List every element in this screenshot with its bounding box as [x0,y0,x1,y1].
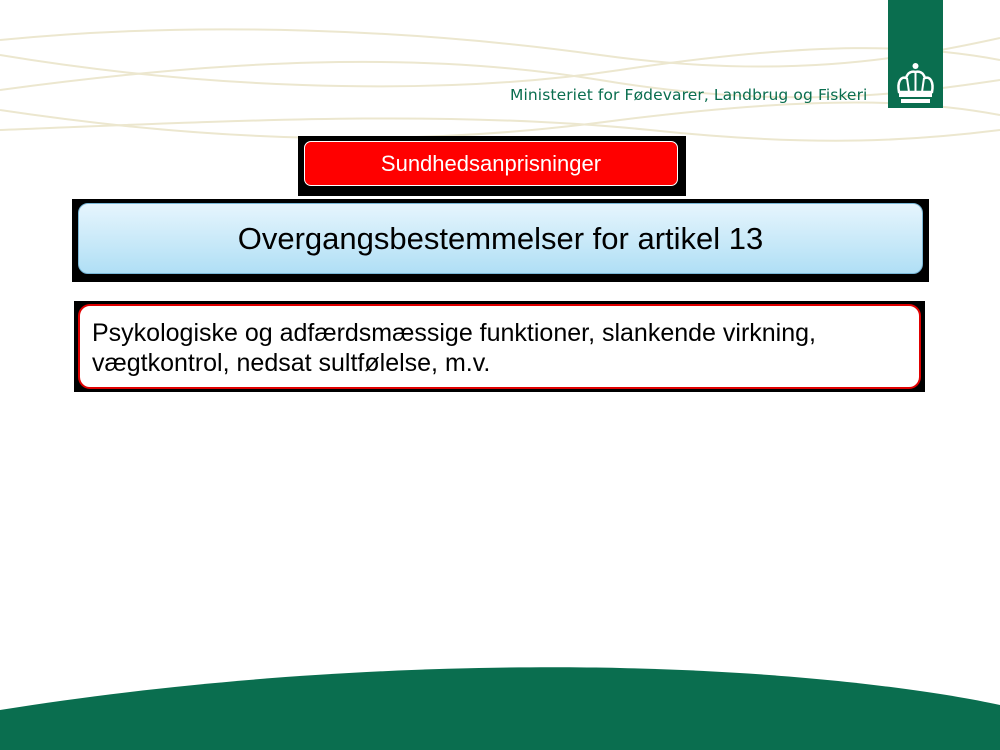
content-text: Psykologiske og adfærdsmæssige funktioner, slankende virkning, vægtkontrol, nedsat sultfølelse, m.v. [78,304,921,389]
ministry-name: Ministeriet for Fødevarer, Landbrug og Fiskeri [510,86,868,104]
title-banner [72,199,929,282]
footer-band [0,660,1000,750]
ministry-logo [888,0,943,108]
content-panel [74,301,925,392]
topic-label: Sundhedsanprisninger [304,141,678,186]
topic-banner [298,136,686,196]
royal-crown-icon [888,60,943,108]
slide-title: Overgangsbestemmelser for artikel 13 [78,203,923,274]
